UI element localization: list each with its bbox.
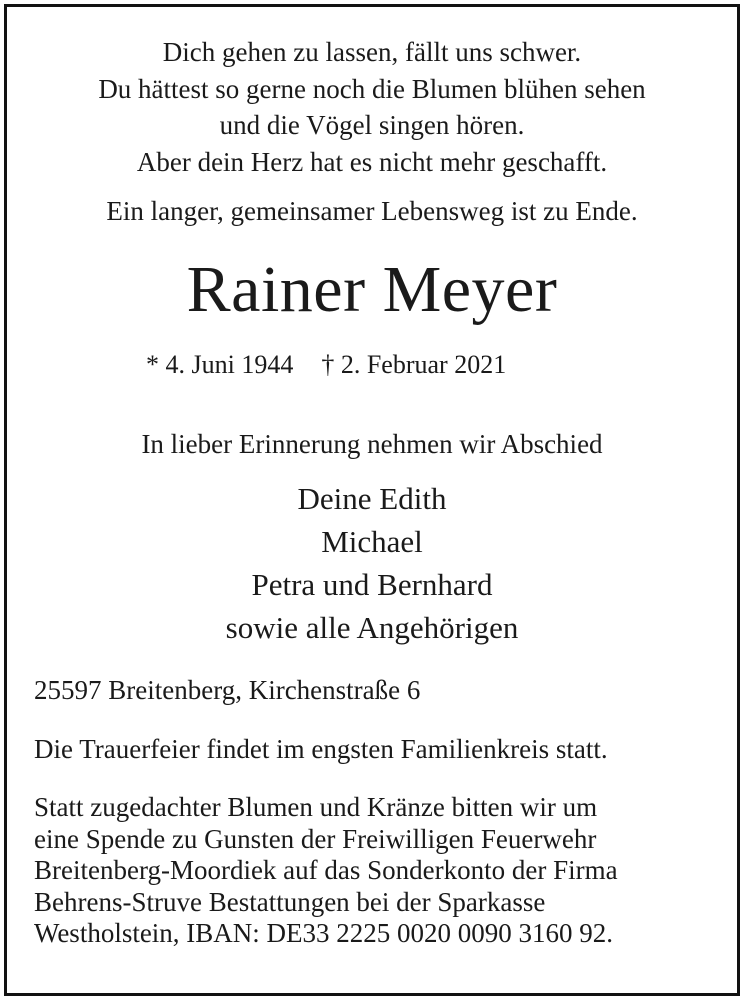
poem-line: Aber dein Herz hat es nicht mehr geschafft.	[136, 146, 608, 177]
family-member: Deine Edith	[297, 481, 447, 516]
subtitle: Ein langer, gemeinsamer Lebensweg ist zu Ende.	[106, 196, 638, 226]
family-member: sowie alle Angehörigen	[225, 610, 519, 645]
donation-line: Westholstein, IBAN: DE33 2225 0020 0090 3160 92.	[34, 918, 614, 948]
donation-line: Statt zugedachter Blumen und Kränze bitten wir um	[34, 792, 598, 822]
donation-line: Behrens-Struve Bestattungen bei der Sparkasse	[34, 886, 546, 917]
deceased-name: Rainer Meyer	[186, 253, 558, 326]
donation-line: Breitenberg-Moordiek auf das Sonderkonto der Firma	[34, 855, 618, 885]
poem-line: und die Vögel singen hören.	[219, 110, 525, 140]
donation-note	[34, 792, 618, 950]
remembrance-line: In lieber Erinnerung nehmen wir Abschied	[141, 429, 603, 459]
poem-line: Du hättest so gerne noch die Blumen blühen sehen	[98, 73, 646, 104]
poem	[0, 34, 744, 180]
life-dates	[146, 350, 506, 380]
death-date: † 2. Februar 2021	[321, 350, 507, 379]
donation-line: eine Spende zu Gunsten der Freiwilligen Feuerwehr	[34, 823, 597, 854]
funeral-note: Die Trauerfeier findet im engsten Familienkreis statt.	[34, 734, 608, 764]
poem-line: Dich gehen zu lassen, fällt uns schwer.	[162, 37, 582, 67]
birth-date: * 4. Juni 1944	[146, 350, 294, 379]
family-list	[0, 477, 744, 649]
family-member: Petra und Bernhard	[251, 567, 493, 602]
address: 25597 Breitenberg, Kirchenstraße 6	[34, 675, 421, 705]
family-member: Michael	[321, 524, 423, 559]
